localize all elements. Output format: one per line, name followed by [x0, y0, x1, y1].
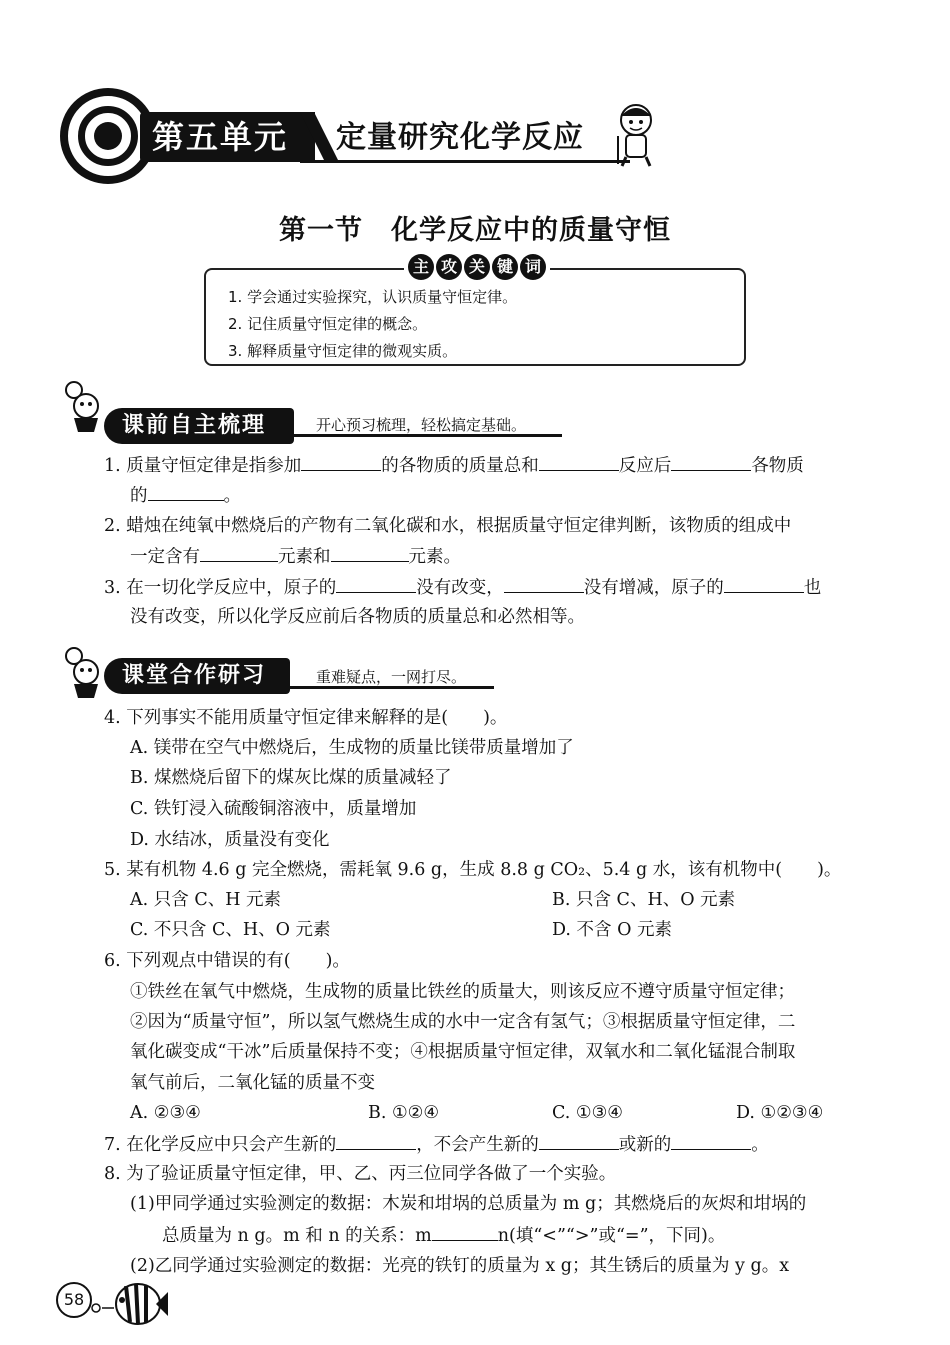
- question-5-option-a[interactable]: A. 只含 C、H 元素: [130, 890, 282, 910]
- kid-mascot-icon: [60, 646, 108, 700]
- question-1-line-1: 1. 质量守恒定律是指参加 的各物质的质量总和 反应后 各物质: [104, 450, 804, 481]
- in-class-slogan: 重难疑点，一网打尽。: [316, 668, 467, 686]
- kid-mascot-icon: [60, 380, 108, 434]
- question-6-text: 氧气前后，二氧化锰的质量不变: [130, 1073, 375, 1093]
- badge-char: 主: [408, 254, 434, 280]
- question-8-part-1: (1)甲同学通过实验测定的数据：木炭和坩埚的总质量为 m g；其燃烧后的灰烬和坩埚的: [130, 1194, 807, 1214]
- question-3-line-2: 没有改变，所以化学反应前后各物质的质量总和必然相等。: [130, 607, 585, 627]
- question-5-option-d[interactable]: D. 不含 O 元素: [552, 920, 673, 940]
- question-4-option-d[interactable]: D. 水结冰，质量没有变化: [130, 830, 330, 850]
- answer-blank[interactable]: [671, 450, 751, 471]
- question-6-text: ②因为“质量守恒”，所以氢气燃烧生成的水中一定含有氢气；③根据质量守恒定律，二: [130, 1012, 796, 1032]
- answer-blank[interactable]: [539, 1129, 619, 1150]
- banner-underline: [300, 160, 630, 163]
- answer-blank[interactable]: [671, 1129, 751, 1150]
- question-4-option-c[interactable]: C. 铁钉浸入硫酸铜溶液中，质量增加: [130, 799, 417, 819]
- mascot-icon: [608, 98, 664, 168]
- question-6-stem: 6. 下列观点中错误的有( )。: [104, 951, 350, 971]
- question-6-text: 氧化碳变成“干冰”后质量保持不变；④根据质量守恒定律，双氧水和二氧化锰混合制取: [130, 1042, 796, 1062]
- page-number: 58: [56, 1282, 92, 1318]
- badge-char: 关: [464, 254, 490, 280]
- question-6-option-d[interactable]: D. ①②③④: [736, 1103, 824, 1123]
- banner-arrow: [300, 112, 340, 162]
- answer-blank[interactable]: [432, 1220, 498, 1241]
- answer-blank[interactable]: [539, 450, 619, 471]
- keyword-item: 3. 解释质量守恒定律的微观实质。: [228, 342, 458, 360]
- question-6-text: ①铁丝在氧气中燃烧，生成物的质量比铁丝的质量大，则该反应不遵守质量守恒定律；: [130, 982, 795, 1002]
- answer-blank[interactable]: [148, 480, 224, 501]
- answer-blank[interactable]: [504, 572, 584, 593]
- answer-blank[interactable]: [724, 572, 804, 593]
- question-4-option-b[interactable]: B. 煤燃烧后留下的煤灰比煤的质量减轻了: [130, 768, 452, 788]
- question-4-option-a[interactable]: A. 镁带在空气中燃烧后，生成物的质量比镁带质量增加了: [130, 738, 574, 758]
- question-8-part-1-cont: 总质量为 n g。m 和 n 的关系：m n(填“<”“>”或“=”，下同)。: [162, 1220, 725, 1251]
- badge-char: 键: [492, 254, 518, 280]
- in-class-header: 课堂合作研习: [104, 658, 290, 694]
- section-title: 第一节 化学反应中的质量守恒: [279, 215, 671, 246]
- question-6-option-b[interactable]: B. ①②④: [368, 1103, 440, 1123]
- pre-class-slogan: 开心预习梳理，轻松搞定基础。: [316, 416, 527, 434]
- badge-char: 词: [520, 254, 546, 280]
- fish-icon: [90, 1272, 170, 1330]
- question-1-line-2: 的 。: [130, 480, 241, 511]
- pre-class-header: 课前自主梳理: [104, 408, 294, 444]
- keyword-item: 2. 记住质量守恒定律的概念。: [228, 315, 428, 333]
- question-8-part-2: (2)乙同学通过实验测定的数据：光亮的铁钉的质量为 x g；其生锈后的质量为 y g。x: [130, 1256, 790, 1276]
- answer-blank[interactable]: [336, 572, 416, 593]
- question-5-stem: 5. 某有机物 4.6 g 完全燃烧，需耗氧 9.6 g，生成 8.8 g CO₂、5.4 g 水，该有机物中( )。: [104, 860, 842, 880]
- question-5-option-b[interactable]: B. 只含 C、H、O 元素: [552, 890, 736, 910]
- answer-blank[interactable]: [301, 450, 381, 471]
- answer-blank[interactable]: [200, 541, 278, 562]
- question-7: 7. 在化学反应中只会产生新的 ，不会产生新的 或新的 。: [104, 1129, 769, 1160]
- unit-label: 第五单元: [152, 118, 289, 156]
- question-3-line-1: 3. 在一切化学反应中，原子的 没有改变， 没有增减，原子的 也: [104, 572, 821, 603]
- question-4-stem: 4. 下列事实不能用质量守恒定律来解释的是( )。: [104, 708, 508, 728]
- question-2-line-1: 2. 蜡烛在纯氧中燃烧后的产物有二氧化碳和水，根据质量守恒定律判断，该物质的组成中: [104, 516, 792, 536]
- question-6-option-c[interactable]: C. ①③④: [552, 1103, 623, 1123]
- question-6-option-a[interactable]: A. ②③④: [130, 1103, 201, 1123]
- answer-blank[interactable]: [331, 541, 409, 562]
- badge-char: 攻: [436, 254, 462, 280]
- question-8-stem: 8. 为了验证质量守恒定律，甲、乙、丙三位同学各做了一个实验。: [104, 1164, 617, 1184]
- question-2-line-2: 一定含有 元素和 元素。: [130, 541, 461, 572]
- answer-blank[interactable]: [336, 1129, 416, 1150]
- keyword-item: 1. 学会通过实验探究，认识质量守恒定律。: [228, 288, 518, 306]
- unit-topic: 定量研究化学反应: [336, 120, 584, 155]
- keywords-badge: [404, 254, 550, 282]
- question-5-option-c[interactable]: C. 不只含 C、H、O 元素: [130, 920, 331, 940]
